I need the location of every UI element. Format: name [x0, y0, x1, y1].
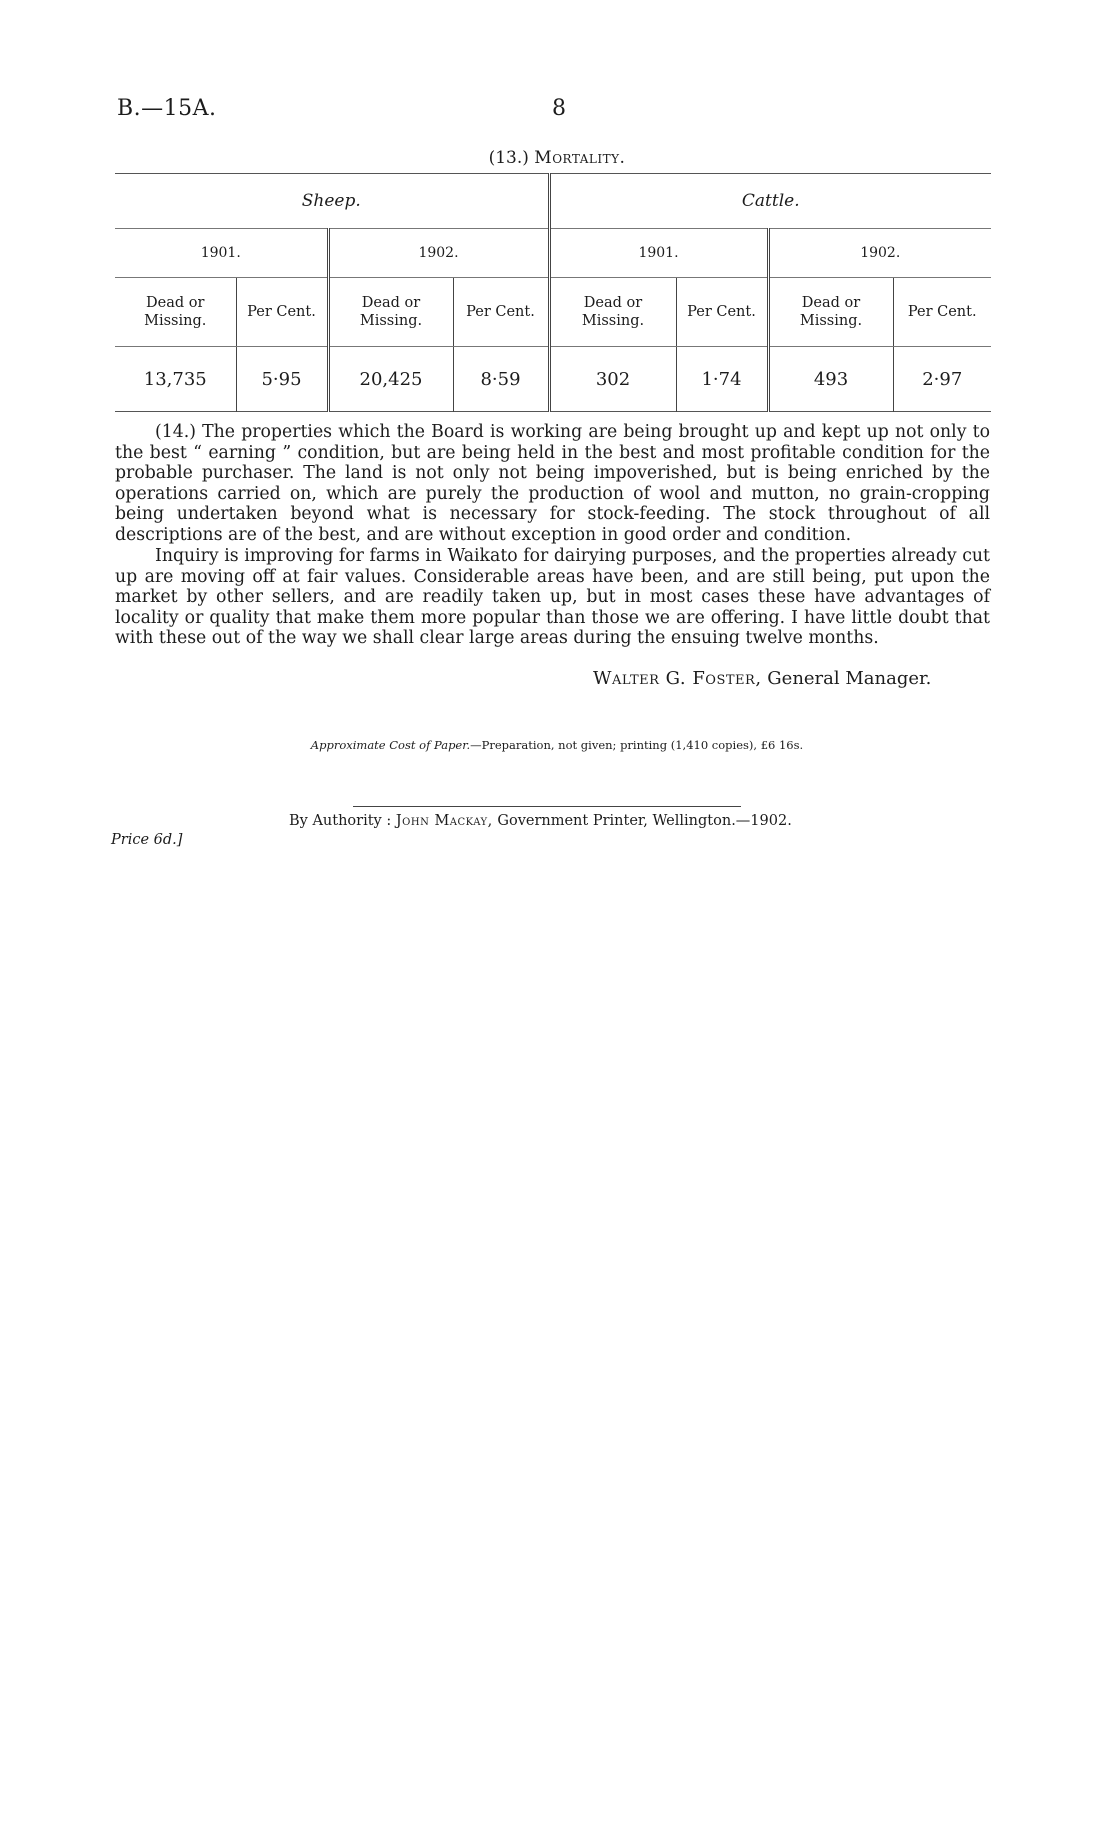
page-number: 8	[552, 96, 566, 121]
cost-text: —Preparation, not given; printing (1,410 copies), £6 16s.	[470, 738, 804, 752]
signature	[593, 668, 931, 689]
table-cell: 5·95	[236, 347, 328, 412]
table-cell: 13,735	[115, 347, 236, 412]
table-year-row	[115, 229, 991, 278]
column-header-percent: Per Cent.	[893, 278, 991, 347]
paragraph-14: (14.) The properties which the Board is working are being brought up and kept up not only to the best “ earning ” condition, but are being held in the best and most profitable condition for the probable purchaser. The land is not only not being impoverished, but is being enriched by the operations carried on, which are purely the production of wool and mutton, no grain-cropping being undertaken beyond what is necessary for stock-feeding. The stock throughout of all descriptions are of the best, and are without exception in good order and condition.	[115, 422, 990, 545]
authority-printer: John Mackay,	[395, 813, 493, 829]
table-cell: 302	[549, 347, 676, 412]
year-header: 1902.	[768, 229, 991, 278]
mortality-table	[115, 173, 991, 412]
divider-rule	[353, 806, 741, 807]
table-column-header-row	[115, 278, 991, 347]
column-header-percent: Per Cent.	[236, 278, 328, 347]
group-header-cattle: Cattle.	[549, 174, 991, 229]
authority-prefix: By Authority :	[289, 813, 392, 829]
table-cell: 20,425	[328, 347, 453, 412]
table-group-row	[115, 174, 991, 229]
table-cell: 8·59	[453, 347, 549, 412]
cost-of-paper	[0, 738, 1114, 752]
section-number: (13.)	[488, 148, 529, 168]
column-header-percent: Per Cent.	[453, 278, 549, 347]
column-header-dead: Dead or Missing.	[768, 278, 893, 347]
price: Price 6d.]	[111, 832, 183, 848]
printer-authority	[289, 813, 792, 829]
column-header-dead: Dead or Missing.	[115, 278, 236, 347]
table-cell: 2·97	[922, 368, 963, 390]
document-reference: B.—15A.	[117, 96, 217, 121]
paragraph-inquiry: Inquiry is improving for farms in Waikato for dairying purposes, and the properties already cut up are moving off at fair values. Considerable areas have been, and are still being, put upon the market by other sellers, and are readily taken up, but in most cases these have advantages of locality or quality that make them more popular than those we are offering. I have little doubt that with these out of the way we shall clear large areas during the ensuing twelve months.	[115, 546, 990, 649]
year-header: 1901.	[115, 229, 328, 278]
year-header: 1902.	[328, 229, 549, 278]
group-header-sheep: Sheep.	[115, 174, 549, 229]
column-header-dead: Dead or Missing.	[549, 278, 676, 347]
section-heading: Mortality.	[534, 148, 626, 168]
signature-name: Walter G. Foster,	[593, 668, 762, 689]
table-cell: 493	[768, 347, 893, 412]
signature-title: General Manager.	[767, 668, 932, 689]
table-row	[115, 347, 991, 412]
authority-suffix: Government Printer, Wellington.—1902.	[497, 813, 792, 829]
section-title	[0, 148, 1114, 168]
cost-label: Approximate Cost of Paper.	[310, 738, 471, 752]
table-cell: 1·74	[676, 347, 768, 412]
column-header-dead: Dead or Missing.	[328, 278, 453, 347]
year-header: 1901.	[549, 229, 768, 278]
column-header-percent: Per Cent.	[676, 278, 768, 347]
